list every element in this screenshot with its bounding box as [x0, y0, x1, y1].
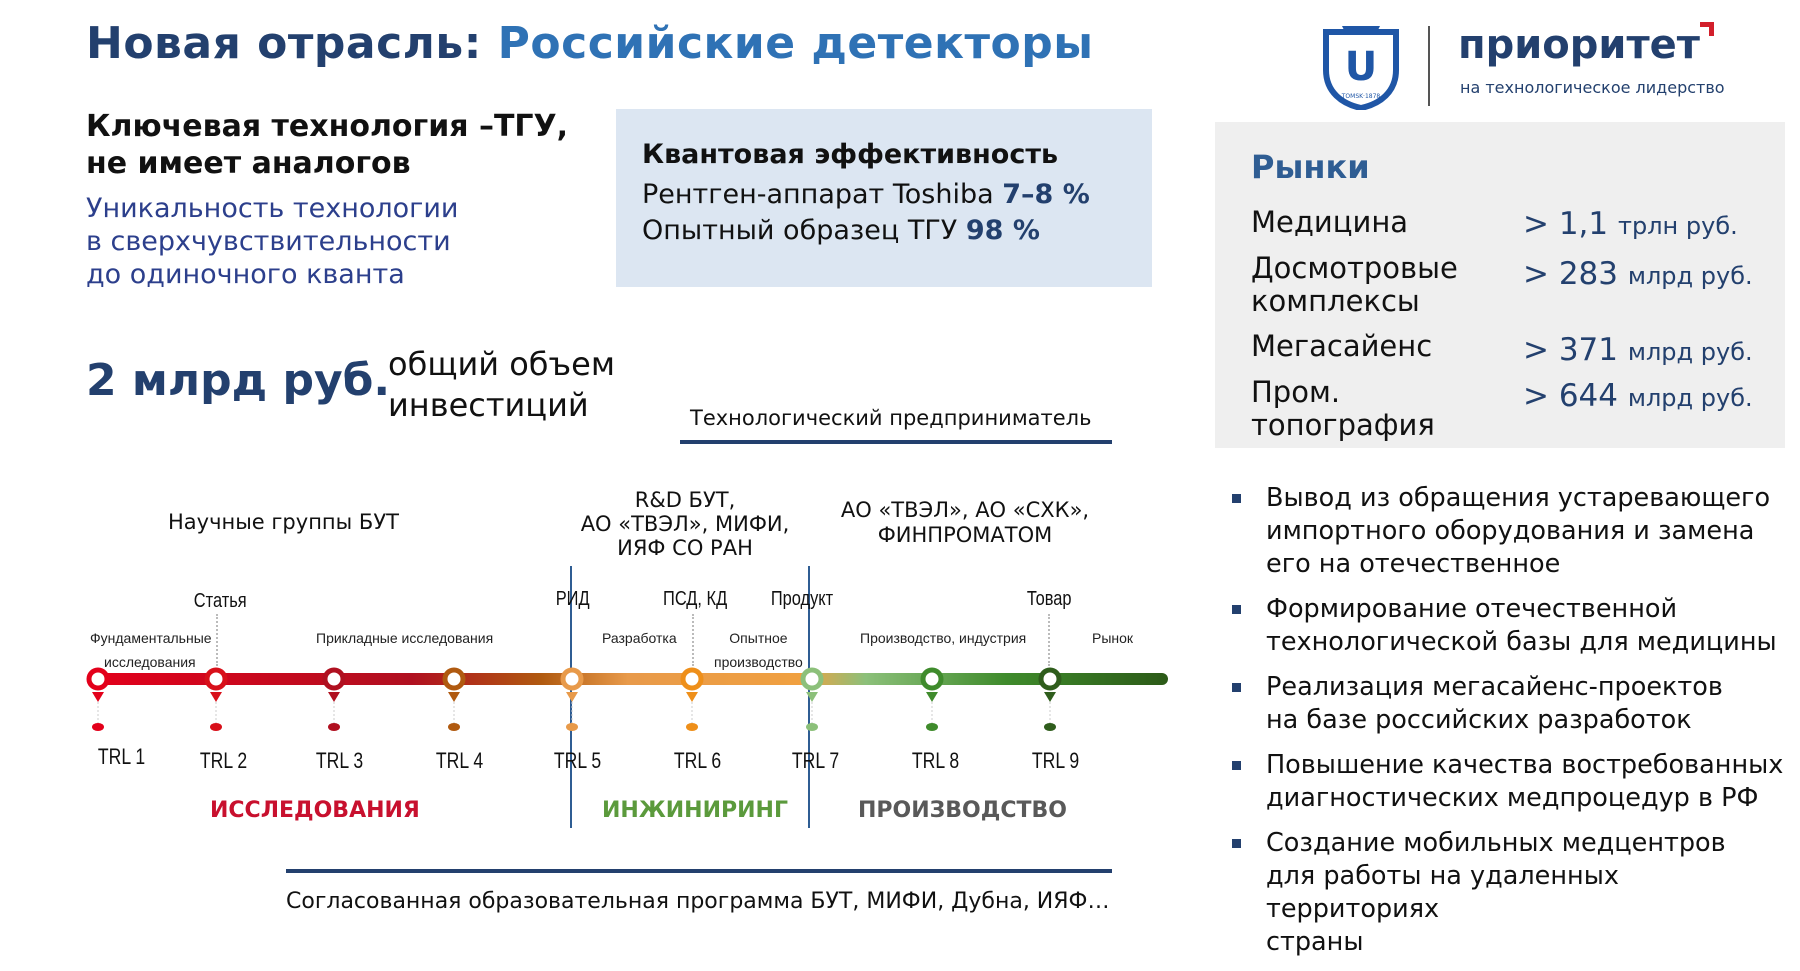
- market-name-line: Досмотровые: [1251, 251, 1458, 285]
- phase-line: производство: [714, 654, 803, 670]
- list-item: [1232, 671, 1792, 737]
- milestone-goods: Товар: [1026, 588, 1072, 610]
- trl-marker-dot: [926, 723, 938, 731]
- bullet-square-icon: [1232, 761, 1241, 770]
- stage-research: ИССЛЕДОВАНИЯ: [210, 798, 420, 823]
- group-line: ИЯФ СО РАН: [617, 536, 753, 560]
- quantum-row-value: 7–8 %: [1002, 179, 1090, 210]
- trl-marker-ring: [803, 670, 821, 688]
- trl-label: TRL 7: [791, 748, 840, 773]
- market-value-unit: млрд руб.: [1627, 262, 1753, 290]
- trl-marker-dot: [210, 723, 222, 731]
- market-value-unit: трлн руб.: [1618, 212, 1738, 240]
- phase-line: исследования: [104, 654, 196, 670]
- trl-marker-ring: [89, 670, 107, 688]
- bullet-line: Реализация мегасайенс-проектов: [1266, 672, 1723, 702]
- title-part-1: Новая отрасль:: [86, 18, 482, 69]
- uniqueness-line-2: в сверхчувствительности: [86, 226, 451, 257]
- quantum-heading: Квантовая эффективность: [642, 139, 1059, 170]
- list-item: [1232, 749, 1792, 815]
- market-name-line: комплексы: [1251, 284, 1420, 318]
- quantum-row-toshiba: [642, 179, 1090, 210]
- market-name: [1251, 330, 1432, 363]
- quantum-efficiency-box: [616, 109, 1152, 287]
- priority-accent-icon: [1700, 22, 1714, 36]
- education-program-text: Согласованная образовательная программа БУТ, МИФИ, Дубна, ИЯФ…: [286, 889, 1110, 914]
- market-name-line: топография: [1251, 408, 1435, 442]
- tsu-emblem-icon: [1320, 22, 1402, 110]
- title-part-2: Российские детекторы: [497, 18, 1094, 69]
- trl-marker-dot: [806, 723, 818, 731]
- group-research: Научные группы БУТ: [168, 510, 399, 534]
- trl-marker-pointer: [210, 692, 222, 702]
- trl-label: TRL 2: [199, 748, 248, 773]
- trl-marker-pointer: [926, 692, 938, 702]
- emblem-letter: U: [1344, 44, 1378, 90]
- page-title: [86, 18, 1093, 69]
- market-name-line: Мегасайенс: [1251, 329, 1433, 363]
- education-divider: [286, 869, 1112, 873]
- trl-timeline: [0, 640, 1200, 740]
- market-value-unit: млрд руб.: [1627, 384, 1753, 412]
- emblem-caption: TOMSK·1878: [1341, 93, 1381, 100]
- market-value-number: > 283: [1523, 256, 1618, 292]
- investment-amount: 2 млрд руб.: [86, 355, 391, 406]
- market-name-line: Медицина: [1251, 205, 1409, 239]
- bullet-square-icon: [1232, 683, 1241, 692]
- quantum-row-label: Опытный образец ТГУ: [642, 215, 958, 246]
- entrepreneur-underline: [680, 440, 1112, 444]
- market-value-number: > 644: [1523, 378, 1618, 414]
- bullet-line: диагностических медпроцедур в РФ: [1266, 783, 1759, 813]
- bullet-line: на базе российских разработок: [1266, 705, 1692, 735]
- bullet-square-icon: [1232, 839, 1241, 848]
- bullet-line: импортного оборудования и замена: [1266, 516, 1755, 546]
- trl-label: TRL 4: [435, 748, 484, 773]
- group-production: [820, 498, 1110, 548]
- phase-line: Опытное: [729, 630, 788, 646]
- markets-box: [1215, 122, 1785, 448]
- group-line: АО «ТВЭЛ», МИФИ,: [580, 512, 790, 536]
- phase-line: Фундаментальные: [90, 630, 212, 646]
- trl-marker-dot: [566, 723, 578, 731]
- list-item: [1232, 593, 1792, 659]
- group-line: R&D БУТ,: [634, 488, 736, 512]
- bullet-line: для работы на удаленных территориях: [1266, 861, 1619, 924]
- bullet-line: его на отечественное: [1266, 549, 1561, 579]
- trl-label: TRL 9: [1031, 748, 1080, 773]
- trl-label: TRL 5: [553, 748, 602, 773]
- trl-marker-pointer: [806, 692, 818, 702]
- trl-marker-dot: [686, 723, 698, 731]
- trl-marker-pointer: [686, 692, 698, 702]
- market-value: [1523, 256, 1753, 292]
- trl-marker-ring: [207, 670, 225, 688]
- priority-logo-text: приоритет: [1458, 22, 1700, 68]
- priority-logo-subtitle: на технологическое лидерство: [1460, 78, 1725, 97]
- bullet-line: страны: [1266, 927, 1364, 957]
- group-line: АО «ТВЭЛ», АО «СХК»,: [840, 498, 1090, 522]
- benefits-list: [1232, 482, 1792, 971]
- trl-marker-pointer: [92, 692, 104, 702]
- trl-marker-ring: [445, 670, 463, 688]
- trl-marker-ring: [1041, 670, 1059, 688]
- group-engineering: [560, 488, 810, 560]
- key-technology-line-2: не имеет аналогов: [86, 146, 411, 181]
- phase-development: Разработка: [602, 630, 677, 646]
- phase-market: Рынок: [1092, 630, 1134, 646]
- investment-label-line-2: инвестиций: [388, 386, 589, 424]
- market-value-number: > 371: [1523, 332, 1618, 368]
- markets-title: Рынки: [1251, 148, 1370, 186]
- key-technology: [86, 108, 568, 182]
- uniqueness-line-1: Уникальность технологии: [86, 193, 459, 224]
- investment-label-line-1: общий объем: [388, 345, 615, 383]
- key-technology-line-1: Ключевая технология –ТГУ,: [86, 109, 569, 144]
- trl-progress-bar: [88, 673, 1168, 685]
- bullet-line: технологической базы для медицины: [1266, 627, 1777, 657]
- market-value: [1523, 206, 1738, 242]
- trl-marker-dot: [92, 723, 104, 731]
- milestone-product: Продукт: [770, 588, 834, 610]
- market-name-line: Пром.: [1251, 375, 1341, 409]
- phase-industry: Производство, индустрия: [860, 630, 1027, 646]
- market-name: [1251, 206, 1408, 239]
- trl-label: TRL 6: [673, 748, 722, 773]
- market-value: [1523, 332, 1753, 368]
- investment-label: [388, 344, 615, 426]
- entrepreneur-label: Технологический предприниматель: [690, 406, 1092, 430]
- milestone-rid: РИД: [555, 588, 590, 610]
- trl-label: TRL 8: [911, 748, 960, 773]
- trl-marker-dot: [1044, 723, 1056, 731]
- bullet-line: Создание мобильных медцентров: [1266, 828, 1726, 858]
- trl-marker-ring: [563, 670, 581, 688]
- logo-divider: [1428, 26, 1430, 106]
- uniqueness-text: [86, 192, 458, 291]
- trl-marker-ring: [683, 670, 701, 688]
- bullet-square-icon: [1232, 494, 1241, 503]
- market-name: [1251, 376, 1435, 442]
- trl-marker-pointer: [448, 692, 460, 702]
- quantum-row-tgu: [642, 215, 1040, 246]
- stage-production: ПРОИЗВОДСТВО: [858, 798, 1067, 823]
- list-item: [1232, 827, 1792, 959]
- trl-marker-pointer: [328, 692, 340, 702]
- market-value-unit: млрд руб.: [1627, 338, 1753, 366]
- trl-marker-dot: [448, 723, 460, 731]
- stage-engineering: ИНЖИНИРИНГ: [602, 798, 788, 823]
- trl-marker-ring: [923, 670, 941, 688]
- bullet-line: Повышение качества востребованных: [1266, 750, 1784, 780]
- trl-label: TRL 1: [97, 744, 146, 769]
- uniqueness-line-3: до одиночного кванта: [86, 259, 405, 290]
- quantum-row-value: 98 %: [965, 215, 1040, 246]
- group-line: ФИНПРОМАТОМ: [877, 523, 1053, 547]
- market-value-number: > 1,1: [1523, 206, 1609, 242]
- trl-marker-ring: [325, 670, 343, 688]
- trl-marker-pointer: [566, 692, 578, 702]
- bullet-square-icon: [1232, 605, 1241, 614]
- trl-marker-pointer: [1044, 692, 1056, 702]
- phase-applied: Прикладные исследования: [316, 630, 494, 646]
- milestone-psd-kd: ПСД, КД: [663, 588, 728, 610]
- trl-marker-dot: [328, 723, 340, 731]
- bullet-line: Вывод из обращения устаревающего: [1266, 483, 1771, 513]
- trl-label: TRL 3: [315, 748, 364, 773]
- quantum-row-label: Рентген-аппарат Toshiba: [642, 179, 994, 210]
- list-item: [1232, 482, 1792, 581]
- bullet-line: Формирование отечественной: [1266, 594, 1678, 624]
- market-value: [1523, 378, 1753, 414]
- milestone-article: Статья: [193, 590, 247, 612]
- market-name: [1251, 252, 1458, 318]
